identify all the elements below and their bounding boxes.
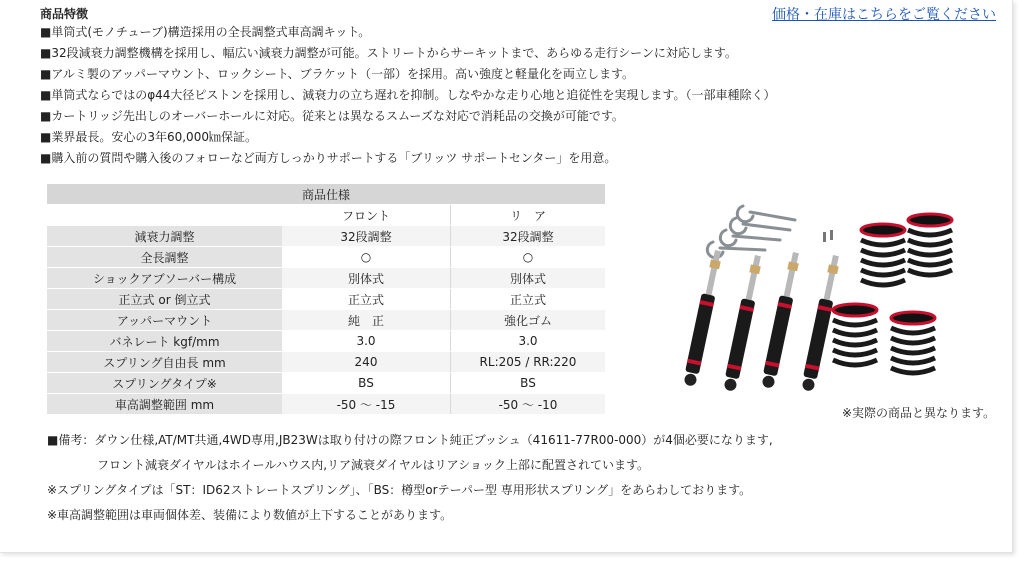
spanner-wrench-icon xyxy=(707,206,795,258)
spec-label: ショックアブソーバー構成 xyxy=(47,268,282,289)
spec-front-value: ○ xyxy=(282,247,451,268)
table-row xyxy=(47,268,605,289)
table-row xyxy=(47,331,605,352)
spec-rear-value: 3.0 xyxy=(451,331,606,352)
section-title: 商品特徴 xyxy=(40,7,89,21)
feature-item: ■単筒式(モノチューブ)構造採用の全長調整式車高調キット。 xyxy=(40,25,371,39)
feature-item: ■業界最長。安心の3年60,000㎞保証。 xyxy=(40,130,257,144)
spec-label: 正立式 or 倒立式 xyxy=(47,289,282,310)
table-row xyxy=(47,289,605,310)
spec-table xyxy=(47,184,605,415)
spec-rear-value: 別体式 xyxy=(451,268,606,289)
spec-rear-value: 32段調整 xyxy=(451,226,606,247)
coilover-kit-image xyxy=(655,190,1010,400)
spec-label: 車高調整範囲 mm xyxy=(47,394,282,415)
spec-label: スプリングタイプ※ xyxy=(47,373,282,394)
notes xyxy=(47,432,773,532)
feature-item: ■32段減衰力調整機構を採用し、幅広い減衰力調整が可能。ストリートからサーキットまで、あらゆる走行シーンに対応します。 xyxy=(40,46,737,60)
feature-list xyxy=(40,22,775,169)
note-line: ※車高調整範囲は車両個体差、装備により数値が上下することがあります。 xyxy=(47,508,453,522)
spec-front-value: 純 正 xyxy=(282,310,451,331)
spec-rear-value: 強化ゴム xyxy=(451,310,606,331)
rear-column-header: リ ア xyxy=(451,205,606,226)
feature-item: ■単筒式ならではのφ44大径ピストンを採用し、減衰力の立ち遅れを抑制。しなやかな走り心地と追従性を実現します。（一部車種除く） xyxy=(40,88,776,102)
spec-front-value: -50 ～ -15 xyxy=(282,394,451,415)
spec-rear-value: BS xyxy=(451,373,606,394)
note-line: ※スプリングタイプは「ST：ID62ストレートスプリング」、「BS：樽型orテーパー型 専用形状スプリング」をあらわしております。 xyxy=(47,483,752,497)
table-row xyxy=(47,310,605,331)
spec-header-blank xyxy=(47,205,282,226)
table-row xyxy=(47,373,605,394)
spec-front-value: 正立式 xyxy=(282,289,451,310)
spec-rear-value: ○ xyxy=(451,247,606,268)
shock-absorber-icon xyxy=(682,249,842,392)
spec-rear-value: -50 ～ -10 xyxy=(451,394,606,415)
feature-item: ■カートリッジ先出しのオーバーホールに対応。従来とは異なるスムーズな対応で消耗品の交換が可能です。 xyxy=(40,109,624,123)
spec-front-value: 32段調整 xyxy=(282,226,451,247)
spec-table-title: 商品仕様 xyxy=(47,184,605,205)
table-row xyxy=(47,352,605,373)
price-stock-link[interactable]: 価格・在庫はこちらをご覧ください xyxy=(772,7,996,23)
spec-front-value: 別体式 xyxy=(282,268,451,289)
image-caption: ※実際の商品と異なります。 xyxy=(842,406,996,420)
feature-item: ■アルミ製のアッパーマウント、ロックシート、ブラケット（一部）を採用。高い強度と軽量化を両立します。 xyxy=(40,67,635,81)
coil-spring-icon xyxy=(833,214,952,373)
spec-front-value: BS xyxy=(282,373,451,394)
spec-front-value: 240 xyxy=(282,352,451,373)
table-row xyxy=(47,247,605,268)
spec-rear-value: 正立式 xyxy=(451,289,606,310)
front-column-header: フロント xyxy=(282,205,451,226)
spec-label: 全長調整 xyxy=(47,247,282,268)
spec-label: アッパーマウント xyxy=(47,310,282,331)
table-row xyxy=(47,394,605,415)
spec-label: バネレート kgf/mm xyxy=(47,331,282,352)
spec-front-value: 3.0 xyxy=(282,331,451,352)
spec-label: 減衰力調整 xyxy=(47,226,282,247)
table-row xyxy=(47,226,605,247)
spec-rear-value: RL:205 / RR:220 xyxy=(451,352,606,373)
note-line: ■備考：ダウン仕様,AT/MT共通,4WD専用,JB23Wは取り付けの際フロント純正ブッシュ（41611-77R00-000）が4個必要になります, xyxy=(47,433,773,447)
spec-label: スプリング自由長 mm xyxy=(47,352,282,373)
feature-item: ■購入前の質問や購入後のフォローなど両方しっかりサポートする「ブリッツ サポートセンター」を用意。 xyxy=(40,151,617,165)
bolt-icon xyxy=(823,230,833,242)
note-line: フロント減衰ダイヤルはホイールハウス内,リア減衰ダイヤルはリアショック上部に配置されています。 xyxy=(97,458,649,472)
